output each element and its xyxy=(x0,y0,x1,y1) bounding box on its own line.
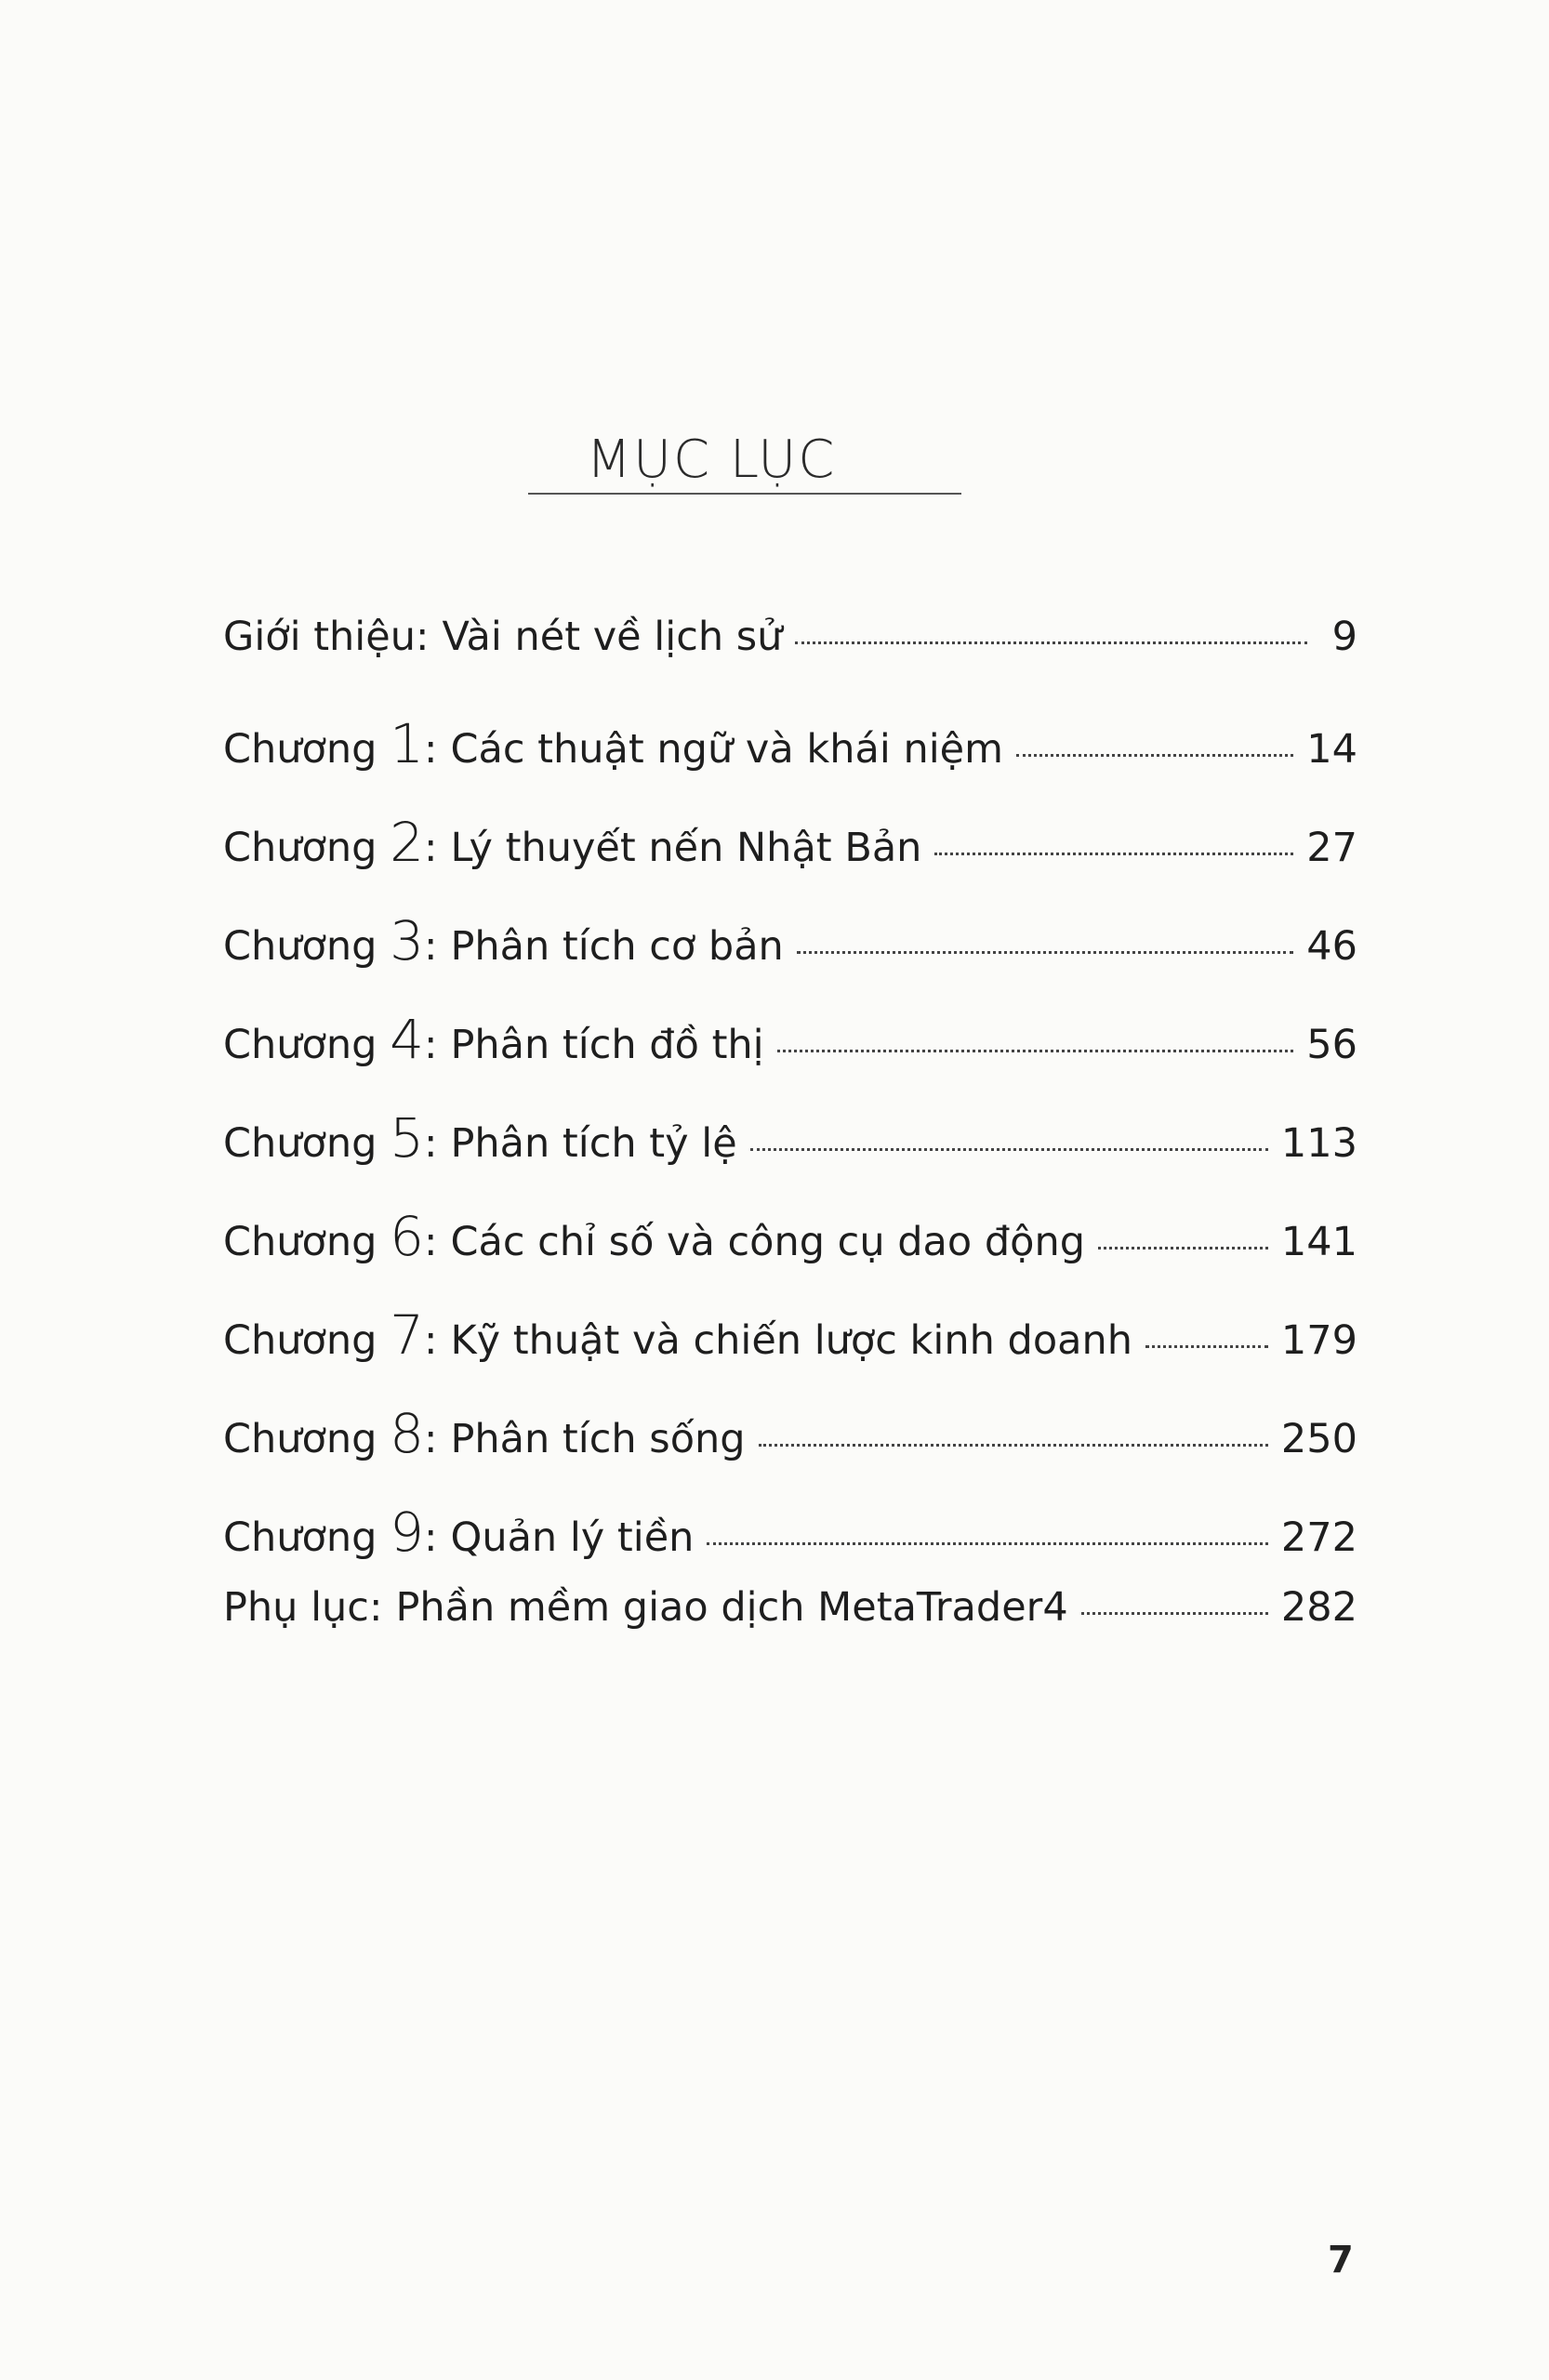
chapter-word: Chương xyxy=(223,825,377,871)
entry-title: Phân tích cơ bản xyxy=(450,923,784,970)
chapter-number: 5 xyxy=(390,1106,424,1170)
entry-page-number: 56 xyxy=(1306,1022,1357,1068)
entry-label xyxy=(223,1501,437,1564)
chapter-word: Chương xyxy=(223,1416,377,1462)
toc-entry-chapter-3 xyxy=(223,909,1357,1008)
chapter-word: Chương xyxy=(223,923,377,970)
chapter-word: Chương xyxy=(223,1514,377,1561)
chapter-separator: : xyxy=(423,923,438,970)
entry-label xyxy=(223,1106,437,1170)
chapter-separator: : xyxy=(423,1514,438,1561)
chapter-word: Chương xyxy=(223,726,377,773)
chapter-separator: : xyxy=(423,1120,438,1167)
chapter-word: Chương xyxy=(223,1317,377,1364)
dot-leader xyxy=(707,1542,1268,1545)
chapter-separator: : xyxy=(423,1022,438,1068)
entry-page-number: 141 xyxy=(1280,1219,1357,1265)
entry-label xyxy=(223,1303,437,1367)
chapter-word: Chương xyxy=(223,1022,377,1068)
entry-title: Các chỉ số và công cụ dao động xyxy=(450,1219,1086,1265)
entry-title: Phần mềm giao dịch MetaTrader4 xyxy=(395,1584,1068,1631)
toc-entry-chapter-7 xyxy=(223,1303,1357,1402)
entry-page-number: 9 xyxy=(1331,614,1357,660)
chapter-separator: : xyxy=(423,1317,438,1364)
page-number: 7 xyxy=(1328,2239,1354,2281)
entry-title: Phân tích sống xyxy=(450,1416,746,1462)
dot-leader xyxy=(934,853,1293,855)
title-underline xyxy=(528,493,961,495)
toc-entry-chapter-5 xyxy=(223,1106,1357,1205)
entry-title: Các thuật ngữ và khái niệm xyxy=(450,726,1003,773)
chapter-number: 8 xyxy=(390,1402,424,1465)
table-of-contents xyxy=(223,614,1357,1683)
entry-label xyxy=(223,1205,437,1268)
dot-leader xyxy=(777,1050,1294,1052)
toc-entry-chapter-2 xyxy=(223,811,1357,909)
dot-leader xyxy=(1145,1345,1268,1348)
dot-leader xyxy=(750,1148,1268,1151)
chapter-number: 9 xyxy=(390,1501,424,1564)
chapter-separator: : xyxy=(423,1416,438,1462)
dot-leader xyxy=(797,951,1293,954)
entry-title: Vài nét về lịch sử xyxy=(442,614,783,660)
toc-entry-chapter-9 xyxy=(223,1501,1357,1584)
dot-leader xyxy=(795,641,1307,644)
entry-label: Giới thiệu: xyxy=(223,614,430,660)
toc-entry-appendix xyxy=(223,1584,1357,1683)
chapter-number: 6 xyxy=(390,1205,424,1268)
entry-label xyxy=(223,1008,437,1071)
entry-label: Phụ lục: xyxy=(223,1584,383,1631)
entry-page-number: 113 xyxy=(1280,1120,1357,1167)
chapter-separator: : xyxy=(423,726,438,773)
toc-entry-chapter-6 xyxy=(223,1205,1357,1303)
chapter-number: 4 xyxy=(390,1008,424,1071)
entry-title: Phân tích đồ thị xyxy=(450,1022,764,1068)
dot-leader xyxy=(1016,754,1293,757)
chapter-separator: : xyxy=(423,1219,438,1265)
chapter-word: Chương xyxy=(223,1120,377,1167)
entry-page-number: 282 xyxy=(1280,1584,1357,1631)
dot-leader xyxy=(1081,1612,1268,1615)
entry-label xyxy=(223,909,437,972)
toc-entry-chapter-4 xyxy=(223,1008,1357,1106)
chapter-number: 2 xyxy=(390,811,424,874)
dot-leader xyxy=(1098,1247,1268,1250)
chapter-word: Chương xyxy=(223,1219,377,1265)
entry-page-number: 27 xyxy=(1306,825,1357,871)
toc-entry-introduction xyxy=(223,614,1357,712)
entry-title: Phân tích tỷ lệ xyxy=(450,1120,737,1167)
entry-title: Kỹ thuật và chiến lược kinh doanh xyxy=(450,1317,1133,1364)
entry-page-number: 14 xyxy=(1306,726,1357,773)
entry-page-number: 272 xyxy=(1280,1514,1357,1561)
chapter-separator: : xyxy=(423,825,438,871)
entry-label xyxy=(223,712,437,775)
chapter-number: 7 xyxy=(390,1303,424,1367)
chapter-number: 3 xyxy=(390,909,424,972)
entry-page-number: 46 xyxy=(1306,923,1357,970)
toc-entry-chapter-8 xyxy=(223,1402,1357,1501)
page-title: MỤC LỤC xyxy=(586,430,837,490)
toc-entry-chapter-1 xyxy=(223,712,1357,811)
entry-label xyxy=(223,811,437,874)
entry-page-number: 179 xyxy=(1280,1317,1357,1364)
entry-title: Lý thuyết nến Nhật Bản xyxy=(450,825,922,871)
entry-title: Quản lý tiền xyxy=(450,1514,695,1561)
entry-page-number: 250 xyxy=(1280,1416,1357,1462)
dot-leader xyxy=(759,1444,1268,1447)
chapter-number: 1 xyxy=(390,712,424,775)
entry-label xyxy=(223,1402,437,1465)
